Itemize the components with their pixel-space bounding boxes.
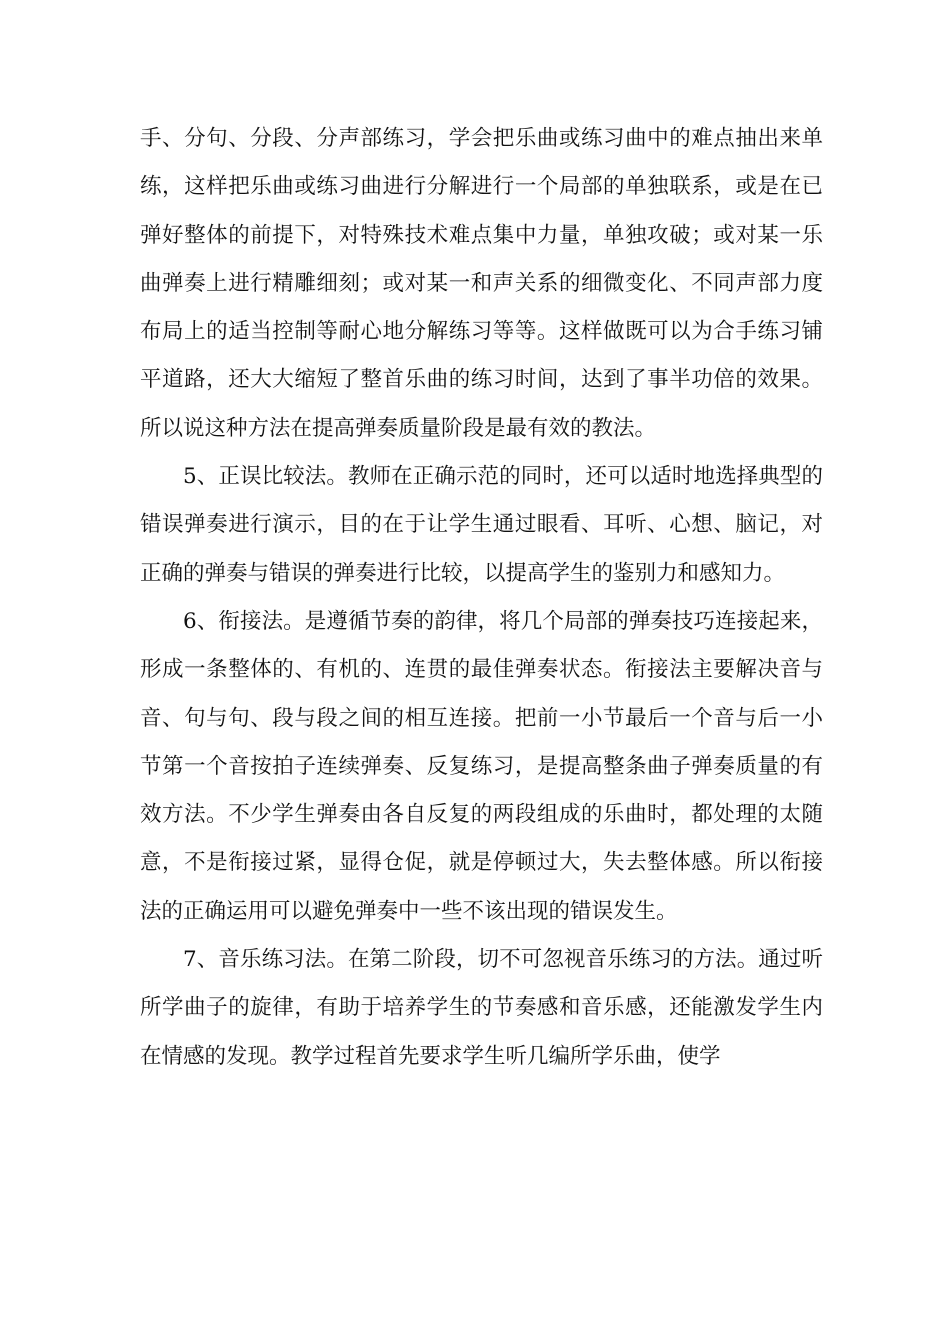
paragraph-item-5: 5、正误比较法。教师在正确示范的同时，还可以适时地选择典型的错误弹奏进行演示，目的在于让学生通过眼看、耳听、心想、脑记，对正确的弹奏与错误的弹奏进行比较，以提高学生的鉴别力和感知力。 — [140, 464, 823, 586]
paragraph-continuation: 手、分句、分段、分声部练习，学会把乐曲或练习曲中的难点抽出来单练，这样把乐曲或练习曲进行分解进行一个局部的单独联系，或是在已弹好整体的前提下，对特殊技术难点集中力量，单独攻破；或对某一乐曲弹奏上进行精雕细刻；或对某一和声关系的细微变化、不同声部力度布局上的适当控制等耐心地分解练习等等。这样做既可以为合手练习铺平道路，还大大缩短了整首乐曲的练习时间，达到了事半功倍的效果。所以说这种方法在提高弹奏质量阶段是最有效的教法。 — [140, 126, 823, 441]
paragraph-item-7: 7、音乐练习法。在第二阶段，切不可忽视音乐练习的方法。通过听所学曲子的旋律，有助于培养学生的节奏感和音乐感，还能激发学生内在情感的发现。教学过程首先要求学生听几编所学乐曲，使学 — [140, 947, 823, 1069]
paragraph-item-6: 6、衔接法。是遵循节奏的韵律，将几个局部的弹奏技巧连接起来，形成一条整体的、有机的、连贯的最佳弹奏状态。衔接法主要解决音与音、句与句、段与段之间的相互连接。把前一小节最后一个音与后一小节第一个音按拍子连续弹奏、反复练习，是提高整条曲子弹奏质量的有效方法。不少学生弹奏由各自反复的两段组成的乐曲时，都处理的太随意，不是衔接过紧，显得仓促，就是停顿过大，失去整体感。所以衔接法的正确运用可以避免弹奏中一些不该出现的错误发生。 — [140, 608, 823, 924]
body-text — [140, 115, 823, 1081]
